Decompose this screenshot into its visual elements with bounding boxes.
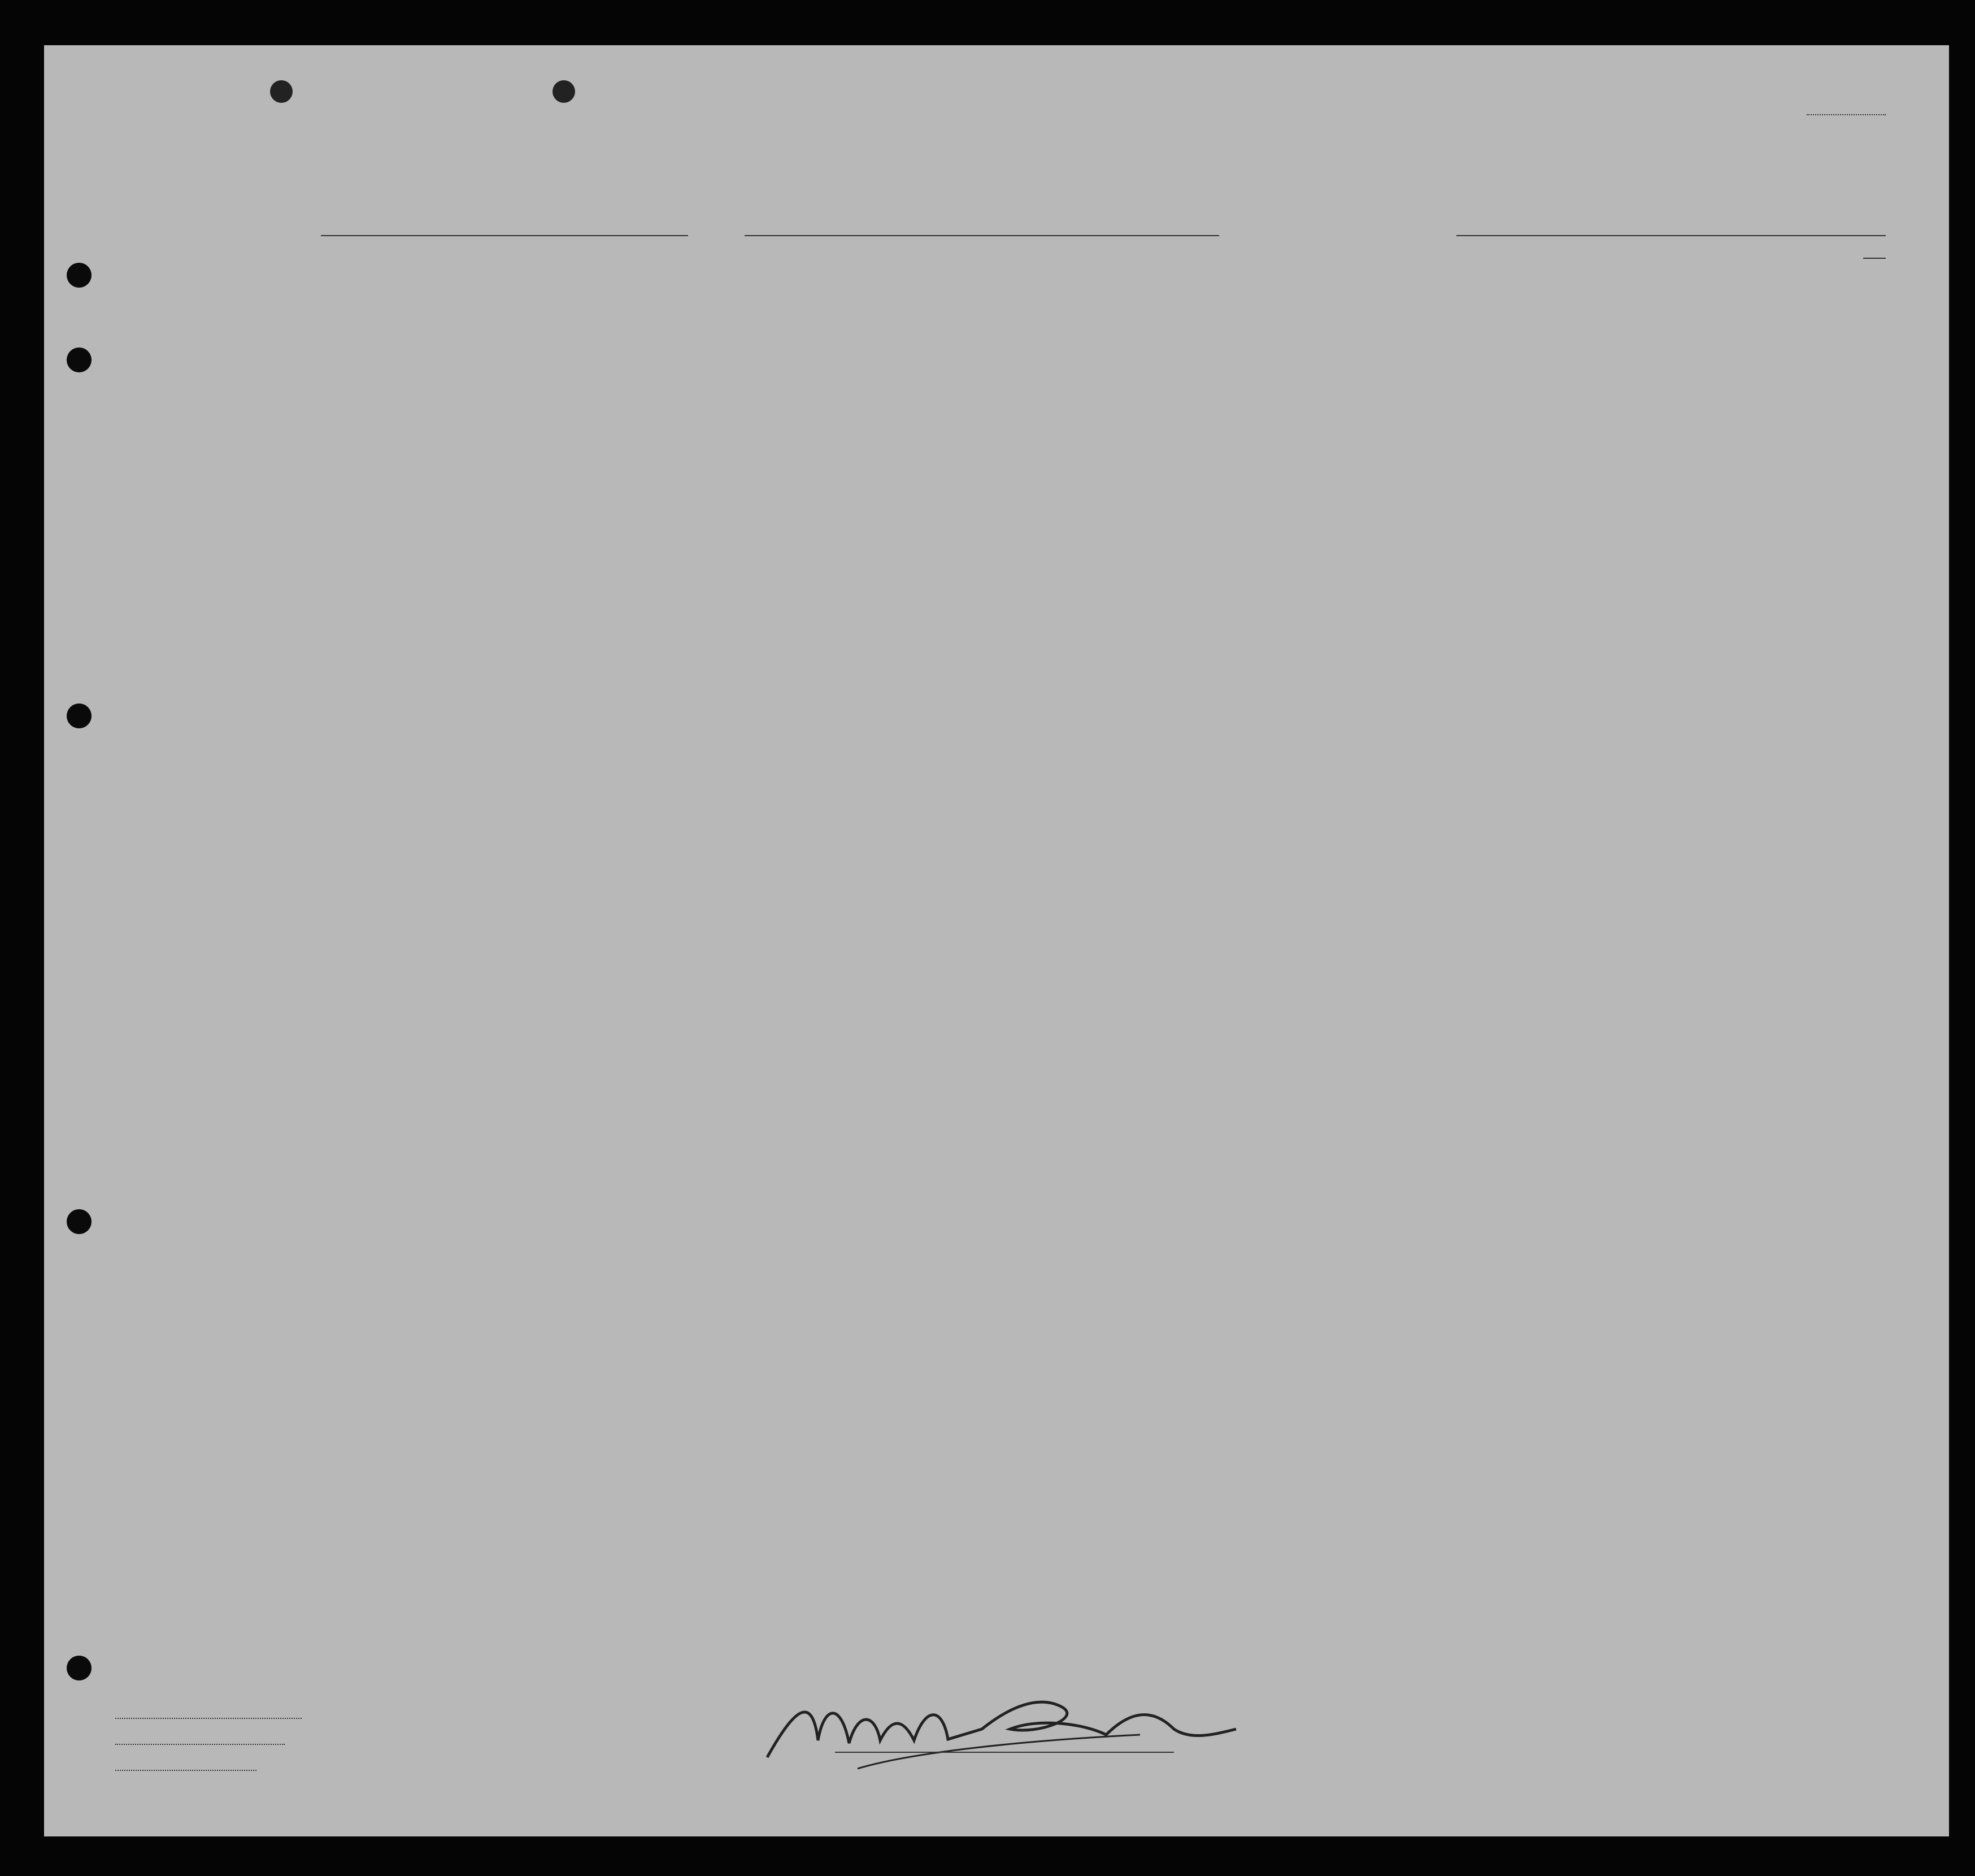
- manifest-sheet: [44, 45, 1949, 1836]
- inspector-signature: [745, 1673, 1253, 1786]
- table-grid: [44, 45, 1949, 1836]
- agents-label: [112, 1760, 256, 1774]
- line-label: [112, 1708, 302, 1722]
- owners-label: [112, 1734, 285, 1748]
- inspector-line: [835, 1752, 1174, 1753]
